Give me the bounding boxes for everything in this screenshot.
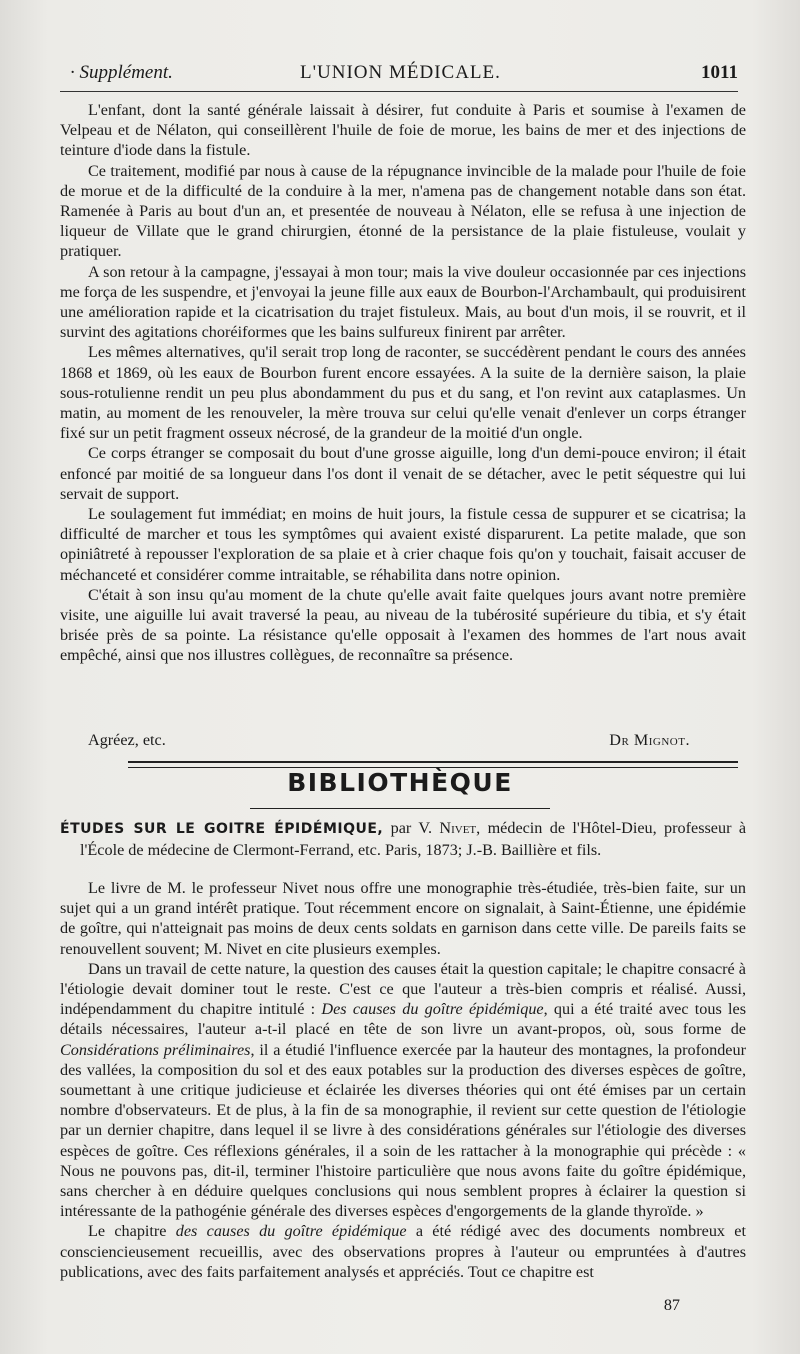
review-text: Dans un travail de cette nature, la question des causes était la question capitale; le chapitre consacré à l'étiologie devait dominer tout le reste. C'est ce que l'auteur a très-bien compris et réalisé. Aussi, indépendamment du chapitre intitulé : [60, 959, 746, 1019]
letter-author: Dr Mignot. [609, 731, 690, 749]
letter-paragraph: Les mêmes alternatives, qu'il serait trop long de raconter, se succédèrent pendant le cours des années 1868 et 1869, où les eaux de Bourbon furent encore essayées. A la suite de la dernière saison, la plaie sous-rotulienne rendit un peu plus abondamment du pus et du sang, et l'on revint aux cataplasmes. Un matin, au moment de les renouveler, la mère trouva sur celui qu'elle venait d'enlever un corps étranger fixé sur un petit fragment osseux nécrosé, de la grandeur de la moitié d'un ongle. [60, 343, 746, 443]
signature-folio: 87 [663, 1296, 680, 1314]
book-author: Nivet [439, 819, 477, 837]
review-paragraph: Le livre de M. le professeur Nivet nous offre une monographie très-étudiée, très-bien faite, sur un sujet qui a un grand intérêt pratique. Tout récemment encore on signalait, à Saint-Étienne, une épidémie de goître, qui n'atteignait pas moins de deux cents soldats en garnison dans cette ville. De pareils faits se renouvellent souvent; M. Nivet en cite plusieurs exemples. [60, 879, 746, 958]
header-rule [60, 91, 738, 92]
review-italic-title: Des causes du goître épidémique [321, 1000, 544, 1019]
letter-paragraph: L'enfant, dont la santé générale laissait à désirer, fut conduite à Paris et soumise à l'examen de Velpeau et de Nélaton, qui conseillèrent l'huile de foie de morue, les bains de mer et des injections de teinture d'iode dans la fistule. [60, 101, 746, 160]
review-paragraph [60, 1221, 746, 1282]
book-details: , médecin de l'Hôtel-Dieu, professeur à l'École de médecine de Clermont-Ferrand, etc. Paris, 1873; J.-B. Baillière et fils. [80, 819, 747, 859]
section-divider [128, 761, 738, 768]
letter-paragraph: Ce corps étranger se composait du bout d'une grosse aiguille, long d'un demi-pouce environ; il était enfoncé par moitié de sa longueur dans l'os dont il venait de se détacher, avec le petit séquestre qui lui servait de support. [60, 444, 746, 503]
closing-formula: Agréez, etc. [88, 731, 166, 749]
review-italic-title: des causes du goître épidémique [175, 1222, 407, 1241]
header-supplement: · Supplément. [70, 62, 173, 83]
header-page-number: 1011 [701, 62, 738, 83]
section-title: BIBLIOTHÈQUE [287, 768, 513, 797]
letter-paragraph: A son retour à la campagne, j'essayai à mon tour; mais la vive douleur occasionnée par ces injections me força de les suspendre, et j'envoyai la jeune fille aux eaux de Bourbon-l'Archambault, qui produisirent une amélioration rapide et la cicatrisation du trajet fistuleux. Mais, au bout d'un mois, il se rouvrit, et il survint des agitations choréiformes que les bains sulfureux finirent par arrêter. [60, 262, 746, 342]
title-underline [250, 808, 550, 809]
letter-paragraph: Le soulagement fut immédiat; en moins de huit jours, la fistule cessa de suppurer et se cicatrisa; la difficulté de marcher et tous les symptômes qui avaient existé disparurent. La petite malade, que son opiniâtreté à repousser l'exploration de sa plaie et à crier chaque fois qu'on y touchait, faisait accuser de méchanceté et considérer comme intraitable, se réhabilita dans notre opinion. [60, 505, 746, 584]
book-citation [60, 818, 746, 861]
book-by: par V. [390, 819, 433, 837]
book-title: ÉTUDES SUR LE GOITRE ÉPIDÉMIQUE, [60, 821, 384, 837]
running-header [60, 58, 738, 90]
review-italic-title: Considérations préliminaires [60, 1040, 251, 1059]
review-text: , qui a été traité avec tous les détails nécessaires, l'auteur a-t-il placé en tête de son livre un avant-propos, où, sous forme de [60, 1000, 747, 1039]
review-text: a été rédigé avec des documents nombreux et consciencieusement recueillis, avec des observations propres à l'auteur ou empruntées à d'autres publications, avec des faits parfaitement analysés et appréciés. Tout ce chapitre est [60, 1222, 746, 1281]
review-text: Le chapitre [88, 1222, 176, 1241]
letter-body [60, 100, 746, 666]
header-journal-title: L'UNION MÉDICALE. [300, 62, 501, 83]
letter-paragraph: C'était à son insu qu'au moment de la chute qu'elle avait faite quelques jours avant notre première visite, une aiguille lui avait traversé la peau, au niveau de la tubérosité supérieure du tibia, et s'y était brisée près de sa pointe. La résistance qu'elle opposait à l'examen des hommes de l'art nous avait empêché, ainsi que nos illustres collègues, de reconnaître sa présence. [60, 585, 746, 665]
review-text: , il a étudié l'influence exercée par la hauteur des montagnes, la profondeur des vallées, la composition du sol et des eaux potables sur la production des diverses espèces de goître, soumettant à une critique judicieuse et éclairée les diverses théories qui ont été émises par un certain nombre d'observateurs. Et de plus, à la fin de sa monographie, il revient sur cette question de l'étiologie par un dernier chapitre, dans lequel il se livre à des considérations générales sur l'étiologie des diverses espèces de goître. Ces réflexions générales, il a soin de les rattacher à la monographie qui précède : « Nous ne pouvons pas, dit-il, terminer l'histoire particulière que nous avons faite du goître épidémique, sans chercher à en déduire quelques conclusions qui nous semblent propres à éclairer la question si intéressante de la pathogénie générale des diverses espèces d'engorgements de la glande thyroïde. » [60, 1040, 746, 1221]
review-paragraph [60, 959, 746, 1222]
review-body [60, 878, 746, 1282]
letter-paragraph: Ce traitement, modifié par nous à cause de la répugnance invincible de la malade pour l'huile de foie de morue et de la difficulté de la conduire à la mer, n'amena pas de changement notable dans son état. Ramenée à Paris au bout d'un an, et presentée de nouveau à Nélaton, elle se refusa à une injection de liqueur de Villate que le grand chirurgien, étonné de la persistance de la plaie fistuleuse, voulait y pratiquer. [60, 161, 746, 261]
